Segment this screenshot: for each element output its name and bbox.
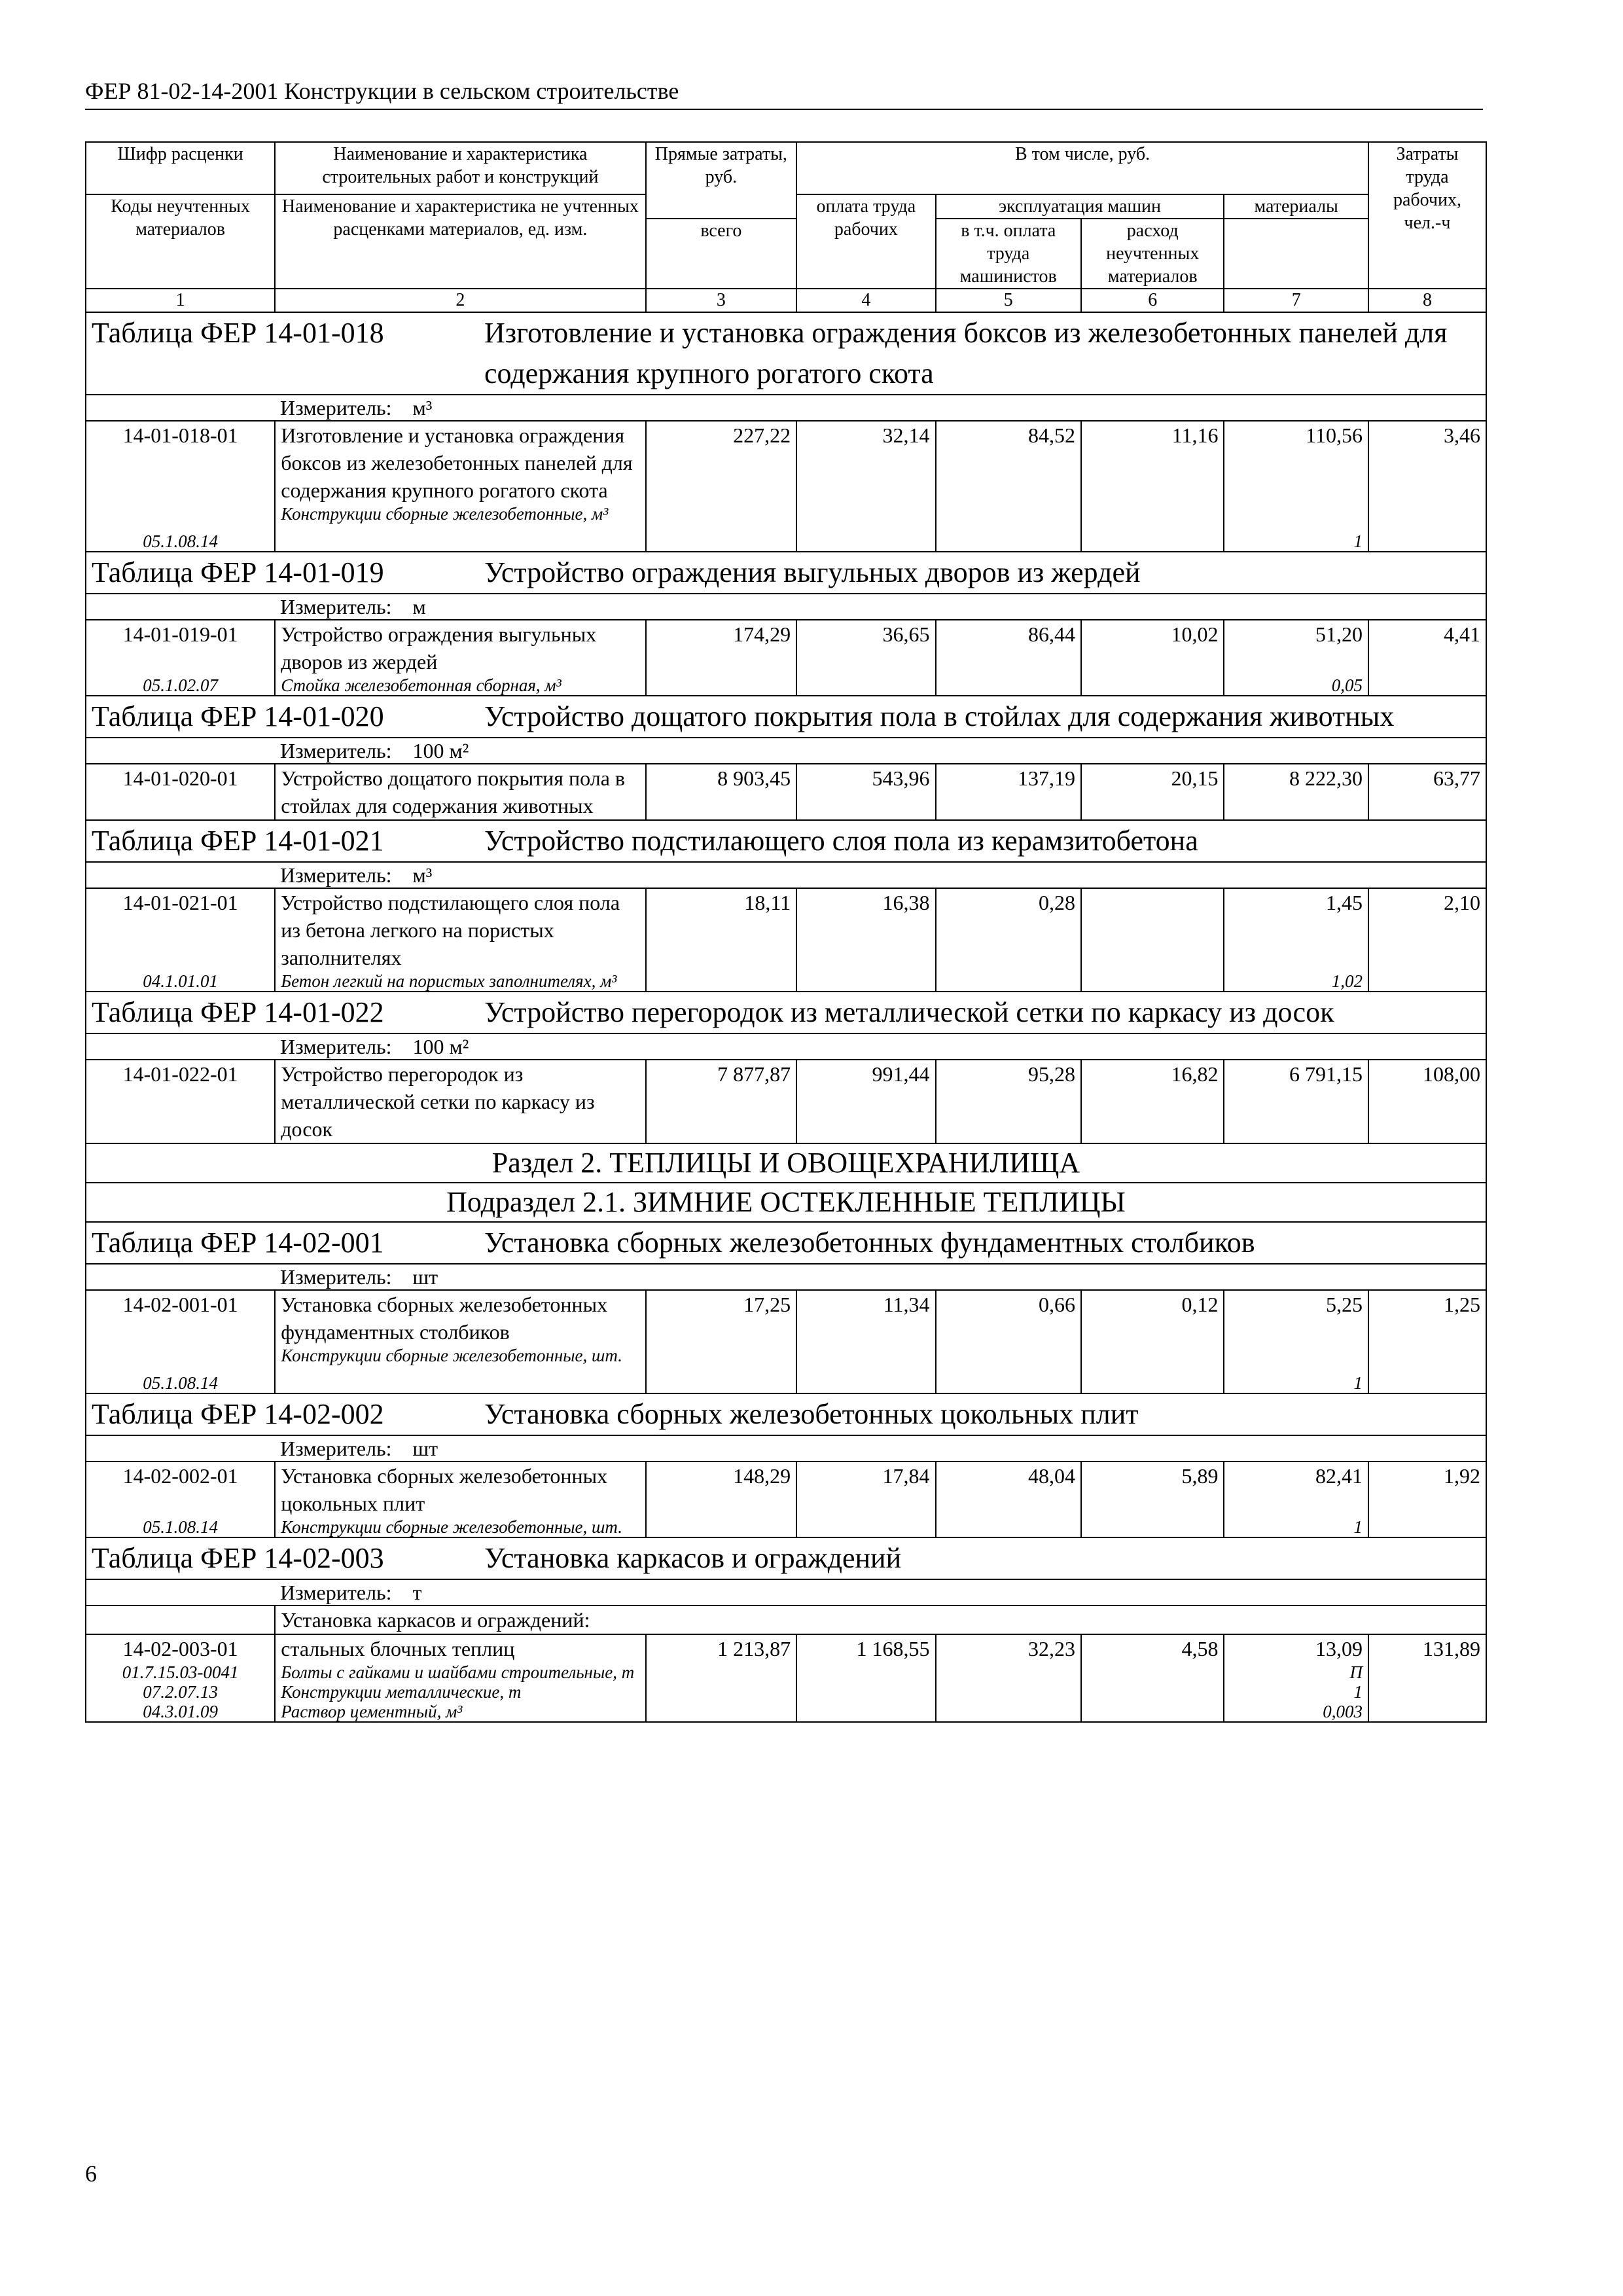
measure-label: Измеритель: [280, 863, 392, 887]
table-title-row [86, 992, 1486, 1033]
header-material-name: Наименование и характеристика не учтенных расценками материалов, ед. изм. [275, 194, 645, 289]
measure-label: Измеритель: [280, 1581, 392, 1604]
material-qty: 1,02 [1331, 971, 1363, 991]
rate-name: Устройство подстилающего слоя пола из бетона легкого на пористых заполнителях [281, 891, 620, 969]
table-number: Таблица ФЕР 14-01-020 [92, 700, 384, 732]
value-v8: 1,92 [1368, 1462, 1486, 1537]
measure-row [86, 395, 1486, 421]
material-code: 04.3.01.09 [143, 1702, 218, 1721]
rate-code-cell [86, 421, 275, 552]
rate-name: Устройство ограждения выгульных дворов из жердей [281, 622, 597, 673]
rate-name-cell [275, 1060, 645, 1143]
materials-value: 5,25 [1325, 1293, 1363, 1316]
rate-row [86, 1634, 1486, 1722]
materials-value: 1,45 [1325, 891, 1363, 914]
measure-label: Измеритель: [280, 739, 392, 762]
material-name: Конструкции сборные железобетонные, шт. [281, 1346, 622, 1365]
table-title-row [86, 1393, 1486, 1435]
value-v5: 95,28 [936, 1060, 1081, 1143]
column-number: 8 [1368, 289, 1486, 312]
measure-cell [86, 738, 1486, 764]
value-v5: 32,23 [936, 1634, 1081, 1722]
value-v8: 4,41 [1368, 620, 1486, 696]
header-work-name: Наименование и характеристика строительных работ и конструкций [275, 142, 645, 194]
value-v4: 11,34 [796, 1290, 935, 1393]
measure-row [86, 1264, 1486, 1290]
material-name: Конструкции сборные железобетонные, шт. [281, 1517, 622, 1537]
material-code: 05.1.08.14 [143, 1373, 218, 1393]
material-code: 05.1.02.07 [143, 675, 218, 695]
value-v6: 10,02 [1081, 620, 1224, 696]
rate-name: Изготовление и установка ограждения боксов из железобетонных панелей для содержания крупного рогатого скота [281, 423, 633, 502]
measure-unit: 100 м² [412, 739, 469, 762]
table-title: Устройство дощатого покрытия пола в стойлах для содержания животных [484, 700, 1395, 732]
table-title-cell [86, 696, 1486, 738]
rate-code: 14-02-002-01 [122, 1464, 238, 1488]
measure-row [86, 1579, 1486, 1605]
materials-value: 82,41 [1315, 1464, 1363, 1488]
value-v4: 32,14 [796, 421, 935, 552]
value-v3: 18,11 [646, 888, 797, 992]
table-body [86, 1222, 1486, 1722]
material-name: Конструкции металлические, т [281, 1682, 522, 1702]
table-number: Таблица ФЕР 14-02-001 [92, 1227, 384, 1259]
table-title: Изготовление и установка ограждения боксов из железобетонных панелей для содержания крупного рогатого скота [484, 317, 1448, 389]
measure-label: Измеритель: [280, 1437, 392, 1460]
measure-unit: м [412, 595, 426, 619]
material-name: Бетон легкий на пористых заполнителях, м³ [281, 971, 617, 991]
header-unaccounted-materials: расход неучтенных материалов [1081, 219, 1224, 289]
materials-cell [1224, 1290, 1368, 1393]
column-number: 7 [1224, 289, 1368, 312]
header-rule [85, 109, 1483, 110]
table-title: Установка сборных железобетонных цокольных плит [484, 1398, 1139, 1430]
value-v3: 227,22 [646, 421, 797, 552]
table-title: Установка каркасов и ограждений [484, 1542, 902, 1574]
value-v8: 3,46 [1368, 421, 1486, 552]
value-v3: 8 903,45 [646, 764, 797, 820]
rate-code-cell [86, 1290, 275, 1393]
measure-row [86, 1033, 1486, 1060]
table-number: Таблица ФЕР 14-01-021 [92, 825, 384, 857]
measure-cell [86, 1435, 1486, 1462]
rate-row [86, 421, 1486, 552]
header-including: В том числе, руб. [796, 142, 1368, 194]
table-number: Таблица ФЕР 14-01-018 [92, 317, 384, 349]
rate-code-cell [86, 1634, 275, 1722]
material-name: Стойка железобетонная сборная, м³ [281, 675, 562, 695]
rate-row [86, 1060, 1486, 1143]
rate-row [86, 764, 1486, 820]
materials-value: 6 791,15 [1289, 1062, 1363, 1086]
header-labor: Затраты труда рабочих, чел.-ч [1368, 142, 1486, 289]
header-materials: материалы [1224, 194, 1368, 219]
measure-label: Измеритель: [280, 595, 392, 619]
table-title-cell [86, 1537, 1486, 1579]
table-number: Таблица ФЕР 14-02-003 [92, 1542, 384, 1574]
measure-unit: 100 м² [412, 1035, 469, 1058]
rate-code: 14-01-019-01 [122, 622, 238, 646]
materials-cell [1224, 620, 1368, 696]
measure-unit: м³ [412, 863, 433, 887]
header-machines-total: всего [646, 219, 797, 289]
rate-name-cell [275, 1290, 645, 1393]
material-name: Раствор цементный, м³ [281, 1702, 463, 1721]
table-title-row [86, 1222, 1486, 1264]
material-qty: 1 [1353, 1517, 1363, 1537]
value-v5: 84,52 [936, 421, 1081, 552]
rate-code: 14-01-018-01 [122, 423, 238, 447]
value-v6: 16,82 [1081, 1060, 1224, 1143]
rate-name-cell [275, 421, 645, 552]
table-title-cell [86, 1222, 1486, 1264]
header-code: Шифр расценки [86, 142, 275, 194]
rate-code-cell [86, 1462, 275, 1537]
header-direct-cost: Прямые затраты, руб. [646, 142, 797, 219]
table-title: Устройство перегородок из металлической сетки по каркасу из досок [484, 996, 1334, 1028]
material-code: 05.1.08.14 [143, 531, 218, 551]
measure-cell [86, 862, 1486, 888]
value-v8: 131,89 [1368, 1634, 1486, 1722]
rate-row [86, 1462, 1486, 1537]
measure-cell [86, 594, 1486, 620]
material-qty: 1 [1353, 1373, 1363, 1393]
rate-name: Установка сборных железобетонных фундаментных столбиков [281, 1293, 608, 1344]
materials-cell [1224, 1060, 1368, 1143]
value-v4: 17,84 [796, 1462, 935, 1537]
rate-code: 14-02-003-01 [122, 1637, 238, 1660]
material-code: 07.2.07.13 [143, 1682, 218, 1702]
column-numbers [86, 289, 1486, 312]
table-title-cell [86, 820, 1486, 862]
material-qty: 1 [1353, 1682, 1363, 1702]
table-title: Установка сборных железобетонных фундаментных столбиков [484, 1227, 1255, 1259]
measure-unit: шт [412, 1437, 438, 1460]
value-v8: 108,00 [1368, 1060, 1486, 1143]
materials-cell [1224, 421, 1368, 552]
material-qty: 0,05 [1331, 675, 1363, 695]
materials-value: 13,09 [1315, 1637, 1363, 1660]
value-v6: 20,15 [1081, 764, 1224, 820]
rate-name-cell [275, 888, 645, 992]
rate-name-cell [275, 764, 645, 820]
material-code: 01.7.15.03-0041 [122, 1662, 239, 1682]
value-v5: 0,66 [936, 1290, 1081, 1393]
value-v4: 1 168,55 [796, 1634, 935, 1722]
measure-unit: шт [412, 1265, 438, 1289]
subsection-title: Подраздел 2.1. ЗИМНИЕ ОСТЕКЛЕННЫЕ ТЕПЛИЦЫ [86, 1183, 1486, 1222]
measure-row [86, 738, 1486, 764]
group-name: Установка каркасов и ограждений: [275, 1605, 1486, 1634]
material-qty: 0,003 [1323, 1702, 1363, 1721]
table-number: Таблица ФЕР 14-01-019 [92, 556, 384, 588]
table-number: Таблица ФЕР 14-01-022 [92, 996, 384, 1028]
value-v8: 63,77 [1368, 764, 1486, 820]
value-v5: 86,44 [936, 620, 1081, 696]
materials-cell [1224, 764, 1368, 820]
table-title: Устройство ограждения выгульных дворов из жердей [484, 556, 1141, 588]
table-title: Устройство подстилающего слоя пола из керамзитобетона [484, 825, 1198, 857]
rate-code: 14-01-021-01 [122, 891, 238, 914]
measure-row [86, 1435, 1486, 1462]
measure-cell [86, 395, 1486, 421]
material-code: 04.1.01.01 [143, 971, 218, 991]
rate-code-cell [86, 1060, 275, 1143]
value-v5: 137,19 [936, 764, 1081, 820]
measure-cell [86, 1579, 1486, 1605]
group-code-cell [86, 1605, 275, 1634]
table-title-cell [86, 1393, 1486, 1435]
value-v6: 4,58 [1081, 1634, 1224, 1722]
material-code: 05.1.08.14 [143, 1517, 218, 1537]
header-wages: оплата труда рабочих [796, 194, 935, 289]
materials-value: 51,20 [1315, 622, 1363, 646]
materials-value: 8 222,30 [1289, 766, 1363, 790]
rates-table [85, 141, 1487, 1723]
column-number: 5 [936, 289, 1081, 312]
materials-cell [1224, 888, 1368, 992]
value-v5: 48,04 [936, 1462, 1081, 1537]
value-v6: 0,12 [1081, 1290, 1224, 1393]
table-body [86, 312, 1486, 1143]
rate-name: Установка сборных железобетонных цокольных плит [281, 1464, 608, 1515]
materials-cell [1224, 1462, 1368, 1537]
value-v6: 11,16 [1081, 421, 1224, 552]
rate-code: 14-01-020-01 [122, 766, 238, 790]
measure-cell [86, 1264, 1486, 1290]
table-title-cell [86, 992, 1486, 1033]
measure-label: Измеритель: [280, 1035, 392, 1058]
column-number: 2 [275, 289, 645, 312]
value-v6 [1081, 888, 1224, 992]
material-qty: П [1349, 1662, 1363, 1682]
value-v5: 0,28 [936, 888, 1081, 992]
rate-row [86, 620, 1486, 696]
header-machines: эксплуатация машин [936, 194, 1224, 219]
value-v3: 148,29 [646, 1462, 797, 1537]
value-v8: 2,10 [1368, 888, 1486, 992]
page-number: 6 [85, 2161, 97, 2187]
value-v8: 1,25 [1368, 1290, 1486, 1393]
material-qty: 1 [1353, 531, 1363, 551]
rate-row [86, 888, 1486, 992]
table-number: Таблица ФЕР 14-02-002 [92, 1398, 384, 1430]
measure-row [86, 594, 1486, 620]
rate-name-cell [275, 620, 645, 696]
table-title-row [86, 552, 1486, 594]
value-v3: 1 213,87 [646, 1634, 797, 1722]
rate-name: Устройство перегородок из металлической сетки по каркасу из досок [281, 1062, 595, 1141]
rate-code-cell [86, 764, 275, 820]
column-number: 6 [1081, 289, 1224, 312]
materials-cell [1224, 1634, 1368, 1722]
table-title-cell [86, 312, 1486, 395]
rate-name: Устройство дощатого покрытия пола в стойлах для содержания животных [281, 766, 625, 817]
measure-row [86, 862, 1486, 888]
measure-unit: т [412, 1581, 422, 1604]
rate-code: 14-01-022-01 [122, 1062, 238, 1086]
material-name: Болты с гайками и шайбами строительные, т [281, 1662, 635, 1682]
materials-value: 110,56 [1306, 423, 1363, 447]
rate-name: стальных блочных теплиц [281, 1637, 515, 1660]
group-row [86, 1605, 1486, 1634]
section-title: Раздел 2. ТЕПЛИЦЫ И ОВОЩЕХРАНИЛИЩА [86, 1143, 1486, 1183]
section-rows [86, 1143, 1486, 1222]
header-machinist-wages: в т.ч. оплата труда машинистов [936, 219, 1081, 289]
rate-row [86, 1290, 1486, 1393]
value-v4: 36,65 [796, 620, 935, 696]
measure-unit: м³ [412, 396, 433, 420]
value-v4: 543,96 [796, 764, 935, 820]
value-v4: 991,44 [796, 1060, 935, 1143]
measure-cell [86, 1033, 1486, 1060]
rate-name-cell [275, 1462, 645, 1537]
material-name: Конструкции сборные железобетонные, м³ [281, 504, 609, 524]
table-title-row [86, 312, 1486, 395]
value-v3: 174,29 [646, 620, 797, 696]
column-number: 3 [646, 289, 797, 312]
table-title-row [86, 820, 1486, 862]
rate-code-cell [86, 888, 275, 992]
measure-label: Измеритель: [280, 1265, 392, 1289]
rate-name-cell [275, 1634, 645, 1722]
header-material-codes: Коды неучтенных материалов [86, 194, 275, 289]
column-number: 4 [796, 289, 935, 312]
table-title-row [86, 696, 1486, 738]
document-header: ФЕР 81-02-14-2001 Конструкции в сельском строительстве [85, 78, 679, 104]
rate-code: 14-02-001-01 [122, 1293, 238, 1316]
value-v6: 5,89 [1081, 1462, 1224, 1537]
value-v3: 17,25 [646, 1290, 797, 1393]
table-title-cell [86, 552, 1486, 594]
column-number: 1 [86, 289, 275, 312]
table-title-row [86, 1537, 1486, 1579]
value-v4: 16,38 [796, 888, 935, 992]
rate-code-cell [86, 620, 275, 696]
value-v3: 7 877,87 [646, 1060, 797, 1143]
measure-label: Измеритель: [280, 396, 392, 420]
